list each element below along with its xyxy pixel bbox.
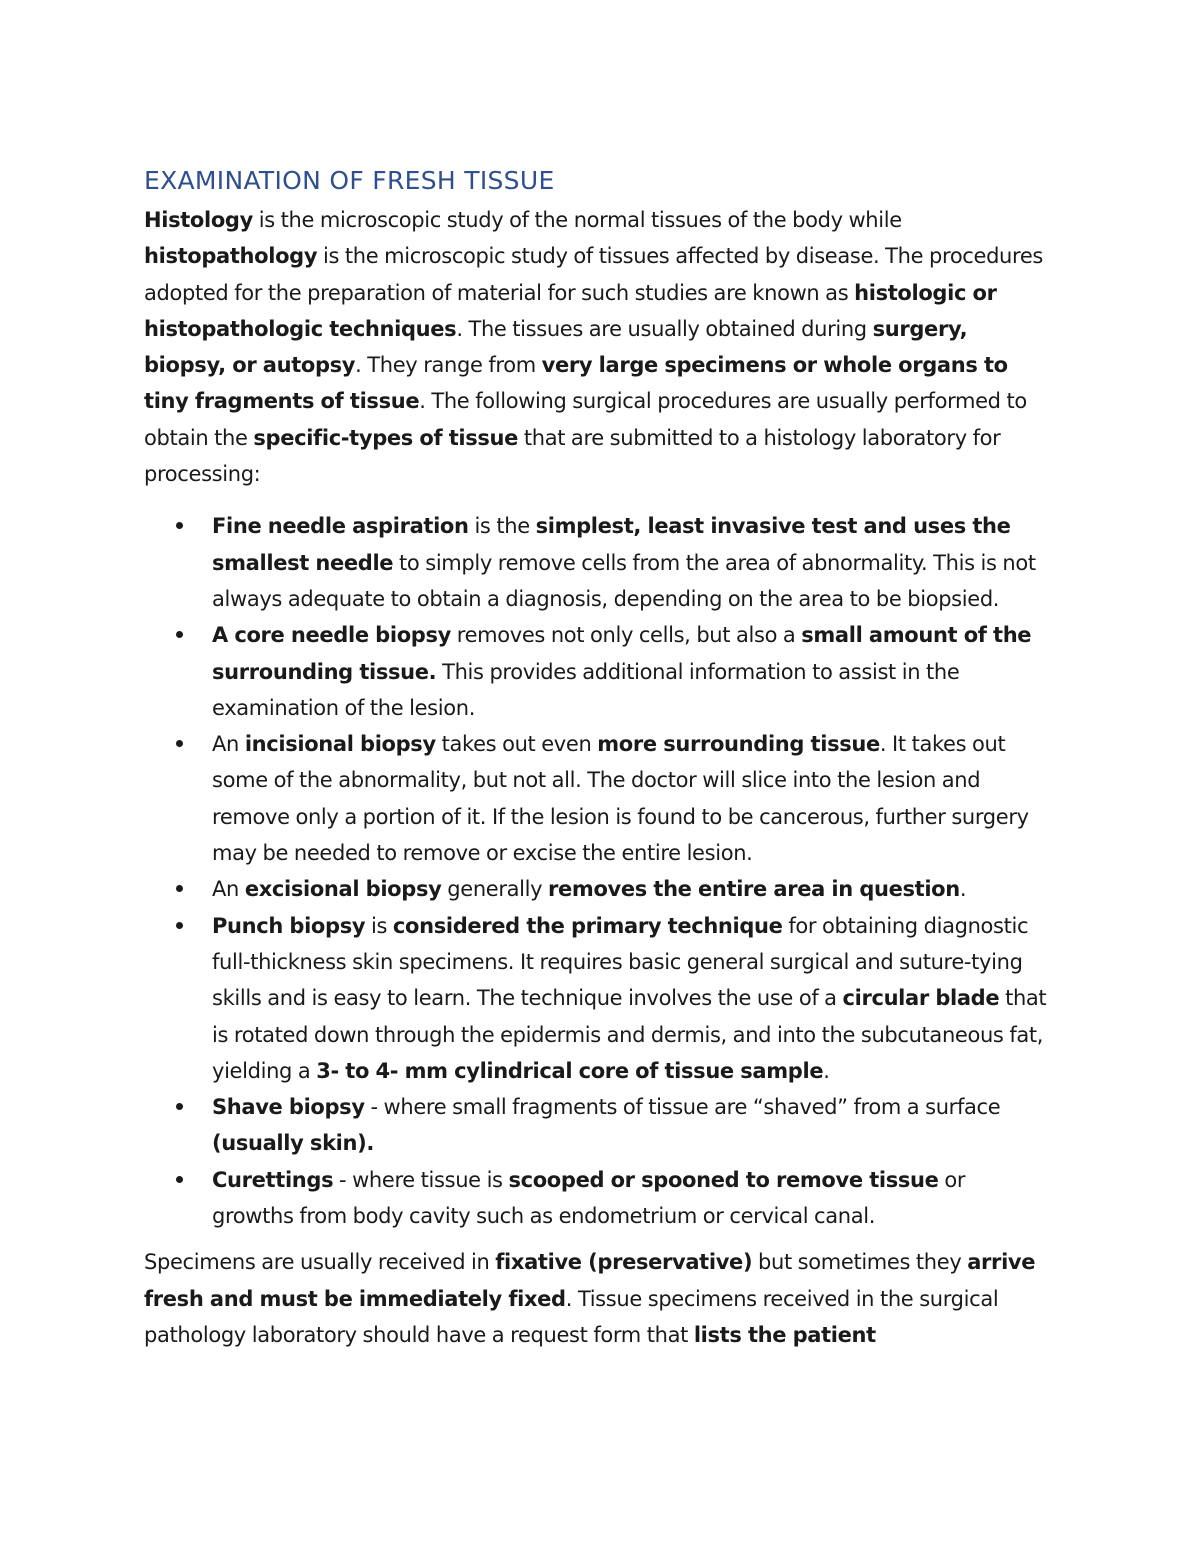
text-run: An [212,877,245,902]
bold-text-run: surgery, biopsy, or autopsy [144,316,968,378]
bold-text-run: A core needle biopsy [212,623,451,648]
text-run: . [959,877,967,902]
page-title: EXAMINATION OF FRESH TISSUE [144,166,555,195]
bold-text-run: Shave biopsy [212,1095,365,1120]
text-run: This provides additional information to assist in the examination of the lesion. [212,659,960,720]
biopsy-list [144,508,1050,1234]
list-item-text [212,508,1050,617]
bold-text-run: Histology [144,208,253,232]
list-item-text [212,908,1050,1089]
text-run: - where small fragments of tissue are “shaved” from a surface [364,1095,1001,1120]
text-run: is the microscopic study of the normal tissues of the body while [252,208,902,232]
bullet-icon [176,922,183,929]
text-run: to simply remove cells from the area of abnormality. This is not always adequate to obtain a diagnosis, depending on the area to be biopsied. [212,550,1036,611]
bold-text-run: excisional biopsy [244,877,442,902]
bullet-icon [176,631,183,638]
bold-text-run: histopathology [144,244,318,269]
bullet-icon [176,740,183,747]
text-run: that is rotated down through the epidermis and dermis, and into the subcutaneous fat, yielding a [212,986,1047,1083]
text-run: is the microscopic study of tissues affected by disease. The procedures adopted for the preparation of material for such studies are known as [144,244,1044,305]
list-item [144,871,1050,907]
bold-text-run: 3- to 4- mm cylindrical core of tissue sample [316,1058,824,1083]
list-item-text [212,1162,1050,1235]
text-run: An [212,732,245,757]
bold-text-run: incisional biopsy [244,732,436,757]
list-item [144,1162,1050,1235]
closing-paragraph [144,1244,1050,1353]
text-run: . The tissues are usually obtained during [456,316,873,341]
text-run: is [365,913,393,938]
bullet-icon [176,1103,183,1110]
list-item [144,726,1050,871]
text-run: . They range from [355,353,542,378]
text-run: . It takes out some of the abnormality, but not all. The doctor will slice into the lesion and remove only a portion of it. If the lesion is found to be cancerous, further surgery may be needed to remove or excise the entire lesion. [212,732,1029,866]
text-run: is the [468,514,536,539]
bullet-icon [176,1176,183,1183]
text-run: . [823,1058,830,1083]
text-run: for obtaining diagnostic full-thickness skin specimens. It requires basic general surgical and suture-tying skills and is easy to learn. The technique involves the use of a [212,913,1029,1011]
text-run: that are submitted to a histology laboratory for processing: [144,425,1001,487]
bold-text-run: lists the patient [693,1322,876,1347]
bold-text-run: removes the entire area in question [548,877,960,902]
bold-text-run: Fine needle aspiration [212,514,469,539]
bold-text-run: scooped or spooned to remove tissue [508,1167,939,1192]
bold-text-run: very large specimens or whole organs to tiny fragments of tissue [144,353,1008,414]
text-run: removes not only cells, but also a [450,623,802,648]
text-run: Specimens are usually received in [144,1250,496,1275]
list-item-text [212,726,1050,871]
bold-text-run: small amount of the surrounding tissue. [212,623,1032,684]
bold-text-run: Curettings [212,1167,334,1192]
bold-text-run: fixative (preservative) [495,1250,753,1275]
bullet-icon [176,885,183,892]
bold-text-run: Punch biopsy [212,913,366,938]
text-run: . The following surgical procedures are usually performed to obtain the [144,389,1027,450]
list-item [144,508,1050,617]
list-item [144,1089,1050,1162]
list-item-text [212,871,1050,907]
text-run: generally [441,877,549,902]
list-item [144,617,1050,726]
text-run: - where tissue is [333,1167,509,1192]
bold-text-run: simplest, least invasive test and uses the smallest needle [212,514,1011,575]
list-item-text [212,617,1050,726]
text-run: . Tissue specimens received in the surgical pathology laboratory should have a request form that [144,1286,999,1347]
bold-text-run: circular blade [842,986,1000,1011]
bold-text-run: specific-types of tissue [253,425,519,450]
bold-text-run: more surrounding tissue [597,732,880,757]
text-run: or growths from body cavity such as endometrium or cervical canal. [212,1167,966,1229]
bold-text-run: histologic or histopathologic techniques [144,280,997,341]
bold-text-run: (usually skin). [212,1131,375,1156]
list-item [144,908,1050,1089]
text-run: takes out even [435,732,598,757]
intro-paragraph [144,202,1050,492]
list-item-text [212,1089,1050,1162]
bold-text-run: arrive fresh and must be immediately fixed [144,1250,1036,1311]
bold-text-run: considered the primary technique [392,913,783,938]
text-run: but sometimes they [752,1250,968,1275]
bullet-icon [176,522,183,529]
